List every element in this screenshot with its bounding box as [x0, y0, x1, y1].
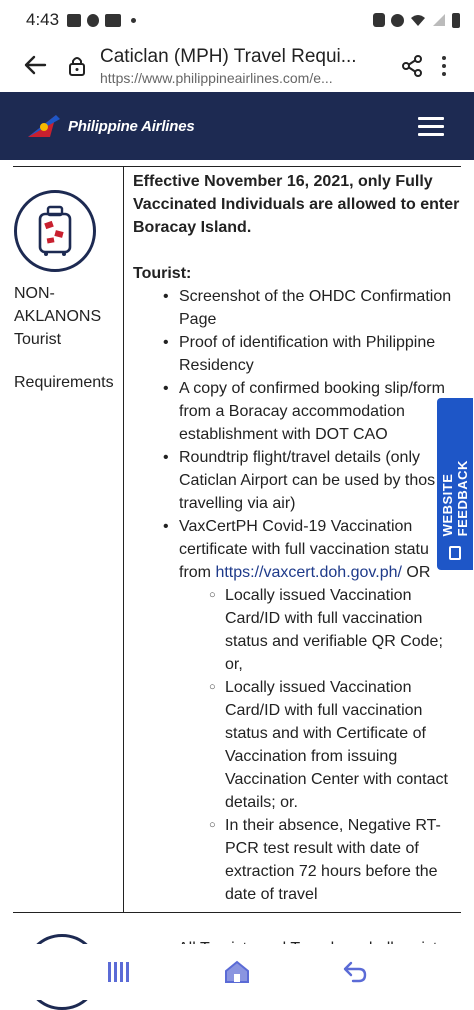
- luggage-icon: [35, 205, 75, 257]
- list-item-line: status and with Certificate of: [225, 725, 426, 742]
- list-item-line: • Roundtrip flight/travel details (only: [179, 449, 421, 466]
- list-item: [133, 515, 474, 584]
- hamburger-line: [418, 125, 444, 128]
- requirements-list: [0, 285, 474, 584]
- list-item-line: Card/ID with full vaccination: [225, 610, 423, 627]
- alternatives-list: [0, 584, 474, 906]
- list-item: [133, 676, 474, 814]
- list-item-line: Vaccination from issuing: [225, 748, 398, 765]
- page-title: Caticlan (MPH) Travel Requi...: [100, 46, 357, 67]
- table-row-divider: [13, 912, 461, 913]
- list-item-line: travelling via air): [179, 495, 296, 512]
- share-icon: [401, 55, 423, 77]
- list-item-line: from a Boracay accommodation: [179, 403, 405, 420]
- hamburger-line: [418, 133, 444, 136]
- list-item-line: Card/ID with full vaccination: [225, 702, 423, 719]
- menu-dot: [442, 64, 446, 68]
- list-item-line: • VaxCertPH Covid-19 Vaccination: [179, 518, 413, 535]
- feedback-label: WEBSITE FEEDBACK: [440, 460, 470, 537]
- site-security-button[interactable]: [62, 55, 92, 77]
- list-item-line: certificate with full vaccination statu: [179, 541, 429, 558]
- share-button[interactable]: [394, 55, 430, 77]
- list-item: [133, 814, 474, 906]
- arrow-left-icon: [24, 55, 46, 75]
- status-system-icons: [373, 13, 460, 28]
- list-item-line: ○ Locally issued Vaccination: [225, 679, 412, 696]
- site-menu-button[interactable]: [418, 117, 444, 136]
- link-suffix: OR: [401, 564, 431, 581]
- gesture-icon: [87, 14, 99, 27]
- list-item: [133, 446, 474, 515]
- list-item-line: details; or.: [225, 794, 298, 811]
- browser-menu-button[interactable]: [430, 56, 458, 76]
- list-item-line: date of travel: [225, 886, 318, 903]
- recent-apps-button[interactable]: [99, 952, 139, 992]
- list-item-line: [179, 561, 474, 584]
- back-button[interactable]: [335, 952, 375, 992]
- address-bar[interactable]: [100, 46, 394, 86]
- youtube-icon: [105, 14, 121, 27]
- recent-apps-icon: [107, 961, 131, 983]
- mute-icon: [373, 13, 385, 27]
- android-nav-bar: [0, 944, 474, 1000]
- brand-name: Philippine Airlines: [68, 117, 195, 135]
- signal-icon: [432, 13, 446, 27]
- gallery-icon: [67, 14, 81, 27]
- battery-icon: [452, 13, 460, 28]
- list-item-line: extraction 72 hours before the: [225, 863, 438, 880]
- category-label-line: NON-: [14, 285, 55, 302]
- list-item-line: Vaccination Center with contact: [225, 771, 448, 788]
- page-url: https://www.philippineairlines.com/e...: [100, 70, 333, 86]
- status-time: 4:43: [26, 10, 60, 29]
- list-item-line: establishment with DOT CAO: [179, 426, 388, 443]
- list-item-line: • Proof of identification with Philippine: [179, 334, 436, 351]
- home-button[interactable]: [217, 952, 257, 992]
- list-item: [133, 285, 474, 331]
- list-item: [133, 331, 474, 377]
- home-icon: [224, 960, 250, 984]
- alarm-icon: [391, 14, 404, 27]
- feedback-icon: [449, 546, 461, 560]
- vaxcert-link[interactable]: https://vaxcert.doh.gov.ph/: [215, 564, 402, 581]
- requirements-table: [0, 160, 474, 944]
- site-header: [0, 92, 474, 160]
- status-bar: [0, 0, 474, 40]
- wifi-icon: [410, 13, 426, 27]
- hamburger-line: [418, 117, 444, 120]
- list-item-line: status and verifiable QR Code;: [225, 633, 443, 650]
- list-item-line: • Screenshot of the OHDC Confirmation: [179, 288, 452, 305]
- back-icon: [343, 961, 367, 983]
- vaccination-headline: Effective November 16, 2021, only Fully Vaccinated Individuals are allowed to enter Boracay Island.: [133, 173, 460, 236]
- menu-dot: [442, 72, 446, 76]
- list-item: [133, 584, 474, 676]
- list-item-line: or,: [225, 656, 243, 673]
- status-notification-icons: [67, 14, 136, 27]
- table-top-border: [13, 166, 461, 167]
- list-item-line: PCR test result with date of: [225, 840, 419, 857]
- list-item-line: Caticlan Airport can be used by thos: [179, 472, 436, 489]
- list-item-line: • A copy of confirmed booking slip/form: [179, 380, 445, 397]
- pal-logo[interactable]: [26, 113, 195, 139]
- category-icon-circle: [14, 190, 96, 272]
- website-feedback-button[interactable]: [437, 398, 473, 570]
- list-item-line: Page: [179, 311, 217, 328]
- pal-logo-icon: [26, 113, 66, 139]
- category-label-line: Tourist: [14, 331, 62, 348]
- more-notifications-icon: [131, 18, 136, 23]
- browser-toolbar: [0, 40, 474, 92]
- browser-back-button[interactable]: [24, 51, 54, 82]
- requirements-label: Requirements: [14, 374, 114, 391]
- category-label-line: AKLANONS: [14, 308, 102, 325]
- list-item-line: ○ In their absence, Negative RT-: [225, 817, 441, 834]
- list-item-line: ○ Locally issued Vaccination: [225, 587, 412, 604]
- list-item: [133, 377, 474, 446]
- link-prefix: from: [179, 564, 216, 581]
- lock-icon: [68, 55, 86, 77]
- menu-dot: [442, 56, 446, 60]
- requirements-cell: [133, 170, 463, 906]
- tourist-label: Tourist:: [133, 265, 192, 282]
- list-item-line: Residency: [179, 357, 254, 374]
